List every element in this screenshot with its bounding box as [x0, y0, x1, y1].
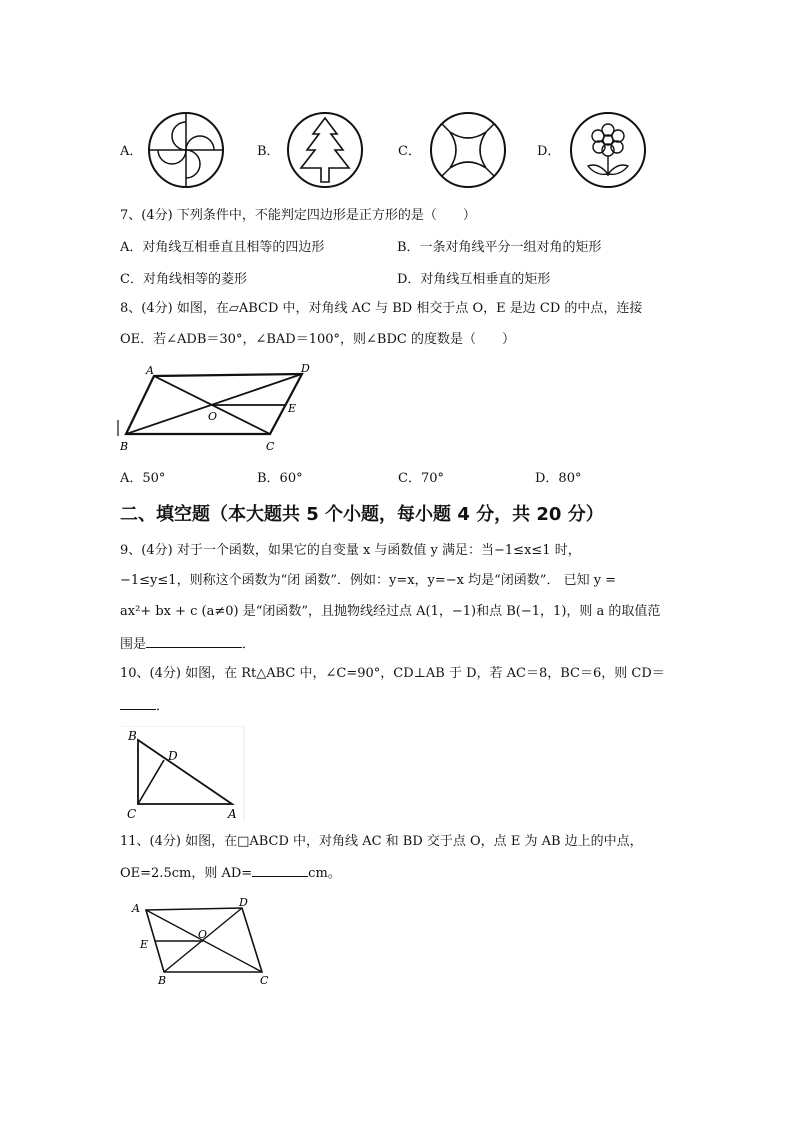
q10-line2 [120, 695, 169, 717]
q10-line1: 10、(4分) 如图，在 Rt△ABC 中，∠C=90°，CD⊥AB 于 D，若 AC＝8，BC＝6，则 CD＝ [120, 666, 665, 681]
q6-option-c-label: C． [398, 144, 421, 159]
q10-line2-end: ． [156, 699, 170, 714]
q11-label-o: O [198, 928, 208, 941]
q11-line1: 11、(4分) 如图，在□ABCD 中，对角线 AC 和 BD 交于点 O，点 E 为 AB 边上的中点， [120, 834, 643, 849]
q11-label-d: D [239, 896, 248, 909]
q11-line2 [120, 862, 341, 884]
q10-label-b: B [128, 729, 137, 743]
q9-line4 [120, 633, 255, 655]
q9-line1: 9、(4分) 对于一个函数，如果它的自变量 x 与函数值 y 满足：当−1≤x≤1 时， [120, 543, 581, 558]
concave-square-circle-icon [428, 110, 508, 190]
q7-option-b: B．一条对角线平分一组对角的矩形 [397, 240, 602, 255]
pinwheel-circle-icon [146, 110, 226, 190]
q9-line4-text: 围是 [120, 637, 147, 652]
q6-option-b-label: B． [257, 144, 280, 159]
q10-right-triangle-figure [120, 726, 245, 820]
q11-line2-start: OE=2.5cm，则 AD= [120, 866, 253, 881]
q11-label-b: B [158, 974, 167, 987]
q7-option-d: D．对角线互相垂直的矩形 [397, 272, 551, 287]
q10-label-a: A [228, 807, 237, 820]
q8-option-b: B．60° [257, 471, 303, 486]
q8-label-c: C [266, 440, 275, 453]
q9-line3: ax²+ bx + c (a≠0) 是“闭函数”，且抛物线经过点 A(1，−1)和点 B(−1，1)，则 a 的取值范 [120, 604, 661, 619]
q7-option-a: A．对角线互相垂直且相等的四边形 [120, 240, 325, 255]
q9-line2: −1≤y≤1，则称这个函数为“闭 函数”．例如：y=x，y=−x 均是“闭函数”． 已知 y = [120, 573, 617, 588]
q6-option-a-label: A． [120, 144, 143, 159]
q11-line2-end: cm。 [308, 866, 341, 881]
flower-circle-icon [568, 110, 648, 190]
q11-label-c: C [260, 974, 269, 987]
q10-label-d: D [168, 749, 178, 763]
q11-label-a: A [132, 902, 140, 915]
q8-label-a: A [146, 364, 154, 377]
q8-label-b: B [120, 440, 129, 453]
q8-label-o: O [208, 410, 218, 423]
q9-answer-blank[interactable] [146, 633, 242, 648]
q11-parallelogram-figure [126, 896, 276, 988]
q11-answer-blank[interactable] [252, 862, 308, 877]
q8-option-c: C．70° [398, 471, 444, 486]
section-2-title: 二、填空题（本大题共 5 个小题，每小题 4 分，共 20 分） [120, 504, 604, 525]
q10-answer-blank[interactable] [120, 695, 156, 710]
q9-line4-end: ． [242, 637, 256, 652]
q8-label-d: D [301, 362, 310, 375]
q7-stem: 7、(4分) 下列条件中，不能判定四边形是正方形的是（ ） [120, 208, 476, 223]
q6-option-d-label: D． [537, 144, 561, 159]
q11-label-e: E [140, 938, 149, 951]
q10-label-c: C [127, 807, 137, 820]
q8-parallelogram-figure [116, 362, 316, 458]
q8-option-a: A．50° [120, 471, 166, 486]
q8-stem-line2: OE．若∠ADB＝30°，∠BAD＝100°，则∠BDC 的度数是（ ） [120, 332, 515, 347]
q8-option-d: D．80° [535, 471, 582, 486]
q7-option-c: C．对角线相等的菱形 [120, 272, 247, 287]
pine-tree-circle-icon [285, 110, 365, 190]
q8-stem-line1: 8、(4分) 如图，在▱ABCD 中，对角线 AC 与 BD 相交于点 O，E 是边 CD 的中点，连接 [120, 301, 643, 316]
q8-label-e: E [288, 402, 297, 415]
